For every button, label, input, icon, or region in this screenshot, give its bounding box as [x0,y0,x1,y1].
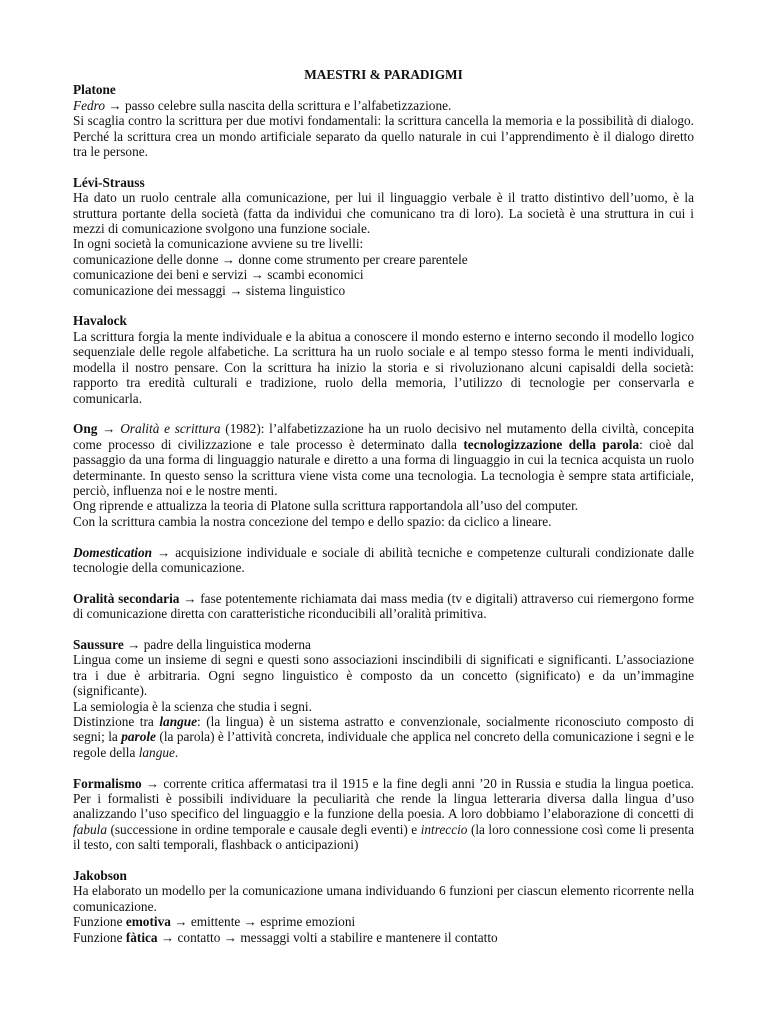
parole-term: parole [121,729,156,745]
fabula-term: fabula [73,821,107,837]
function-prefix: Funzione [73,929,123,945]
function-element: contatto [177,929,221,945]
page-title: MAESTRI & PARADIGMI [304,67,463,82]
saussure-paragraph: Lingua come un insieme di segni e questi sono associazioni inscindibili di significati e significanti. L’associazione tra i due è arbitraria. Ogni segno linguistico è composto da un concetto (significato) e da un’immagine (significante). [73,652,694,699]
platone-fedro-line [73,98,694,113]
ong-line-3: Con la scrittura cambia la nostra concezione del tempo e dello spazio: da ciclico a lineare. [73,513,552,529]
jakobson-paragraph: Ha elaborato un modello per la comunicazione umana individuando 6 funzioni per ciascun elemento ricorrente nella comunicazione. [73,883,694,914]
arrow-glyph: → [160,929,175,945]
ong-line-2: Ong riprende e attualizza la teoria di Platone sulla scrittura rapportandola all’uso del computer. [73,498,579,514]
langue-term: langue [159,713,198,729]
intreccio-term: intreccio [420,821,468,837]
heading-havalock: Havalock [73,313,127,329]
function-item [73,914,694,929]
arrow-glyph: → [229,282,243,298]
levi-strauss-paragraph: Ha dato un ruolo centrale alla comunicazione, per lui il linguaggio verbale è il tratto distintivo dell’uomo, è la struttura portante della società (fatta da individui che comunicano tra di loro). La società è una struttura in cui i mezzi di comunicazione svolgono una funzione sociale. [73,190,694,237]
arrow-glyph: → [102,421,116,437]
arrow-glyph: → [221,251,236,267]
level-item [73,252,694,267]
distinction-text-1: Distinzione tra [73,713,154,729]
arrow-glyph: → [243,914,257,930]
section-ong [73,421,694,529]
fedro-text: passo celebre sulla nascita della scrittura e l’alfabetizzazione. [124,97,452,113]
domestication-paragraph [73,545,694,576]
saussure-distinction [73,714,694,760]
formalismo-paragraph [73,776,694,853]
ong-paragraph [73,421,694,498]
level-item [73,267,694,282]
platone-paragraph: Si scaglia contro la scrittura per due motivi fondamentali: la scrittura cancella la memoria e la possibilità di dialogo. Perché la scrittura crea un mondo artificiale separato da quello naturale in cui l’apprendimento è il dialogo diretto tra le persone. [73,113,694,160]
distinction-text-3: (la parola) è l’attività concreta, individuale che applica nel concreto della comunicazione i segni e le regole della [73,729,695,760]
formalismo-term: Formalismo [73,775,142,791]
arrow-glyph: → [127,636,141,652]
langue-term-2: langue [138,744,175,760]
function-description: esprime emozioni [260,914,356,930]
fedro-title: Fedro [73,97,106,113]
arrow-glyph: → [145,775,160,791]
heading-jakobson: Jakobson [73,868,127,883]
arrow-glyph: → [223,929,237,945]
section-platone [73,82,694,159]
oralita-text: fase potentemente richiamata dai mass media (tv e digitali) attraverso cui riemergono forme di comunicazione diretta con caratteristiche riconducibili all’oralità primitiva. [73,590,694,622]
formalismo-text-3: (la loro connessione così come li presenta il testo, con salti temporali, flashback o anticipazioni) [73,821,695,853]
section-levi-strauss [73,175,694,298]
section-jakobson [73,868,694,945]
section-oralita-secondaria [73,591,694,622]
domestication-term: Domestication [73,544,153,560]
saussure-semiologia: La semiologia è la scienza che studia i segni. [73,698,312,714]
saussure-subtitle: padre della linguistica moderna [143,636,311,652]
levi-strauss-intro: In ogni società la comunicazione avviene su tre livelli: [73,236,364,252]
havalock-paragraph: La scrittura forgia la mente individuale e la abitua a conoscere il mondo esterno e interno secondo il modello logico sequenziale delle regole alfabetiche. La scrittura ha un ruolo sociale e al tempo stesso forma le menti individuali, modella il nostro pensare. Con la scrittura ha inizio la storia e si rivoluzionano alcuni capisaldi della società: rapporto tra eredità culturali e tradizione, ruolo della memoria, l’utilizzo di tecnologie per conservarla e comunicarla. [73,328,694,406]
level-left: comunicazione dei messaggi [73,282,226,298]
function-item [73,930,694,945]
level-left: comunicazione delle donne [73,251,219,267]
section-formalismo [73,776,694,853]
ong-text-a: (1982): l’alfabetizzazione ha un ruolo decisivo nel mutamento della civiltà, concepita come processo di civilizzazione e tale processo è determinato dalla [73,421,694,452]
ong-text-b: : cioè dal passaggio da una forma di linguaggio naturale e diretto a una forma di linguaggio in cui la tecnica acquista un ruolo determinante. In questo senso la scrittura viene vista come una tecnologia. La tecnologia è sempre stata artificiale, perciò, influenza noi e le nostre menti. [73,436,695,498]
level-right: scambi economici [267,267,364,283]
section-saussure [73,637,694,760]
level-left: comunicazione dei beni e servizi [73,267,248,283]
distinction-text-2: : (la lingua) è un sistema astratto e convenzionale, socialmente riconosciuto composto di segni; la [73,713,695,745]
arrow-glyph: → [250,267,264,283]
level-right: sistema linguistico [245,282,346,298]
function-element: emittente [190,914,241,930]
arrow-glyph: → [157,544,171,560]
function-prefix: Funzione [73,914,123,930]
heading-levi-strauss: Lévi-Strauss [73,174,145,190]
ong-book-title: Oralità e scrittura [120,421,221,437]
document-page [73,67,694,945]
arrow-glyph: → [174,914,188,930]
formalismo-text-2: (successione in ordine temporale e causale degli eventi) e [110,821,418,837]
ong-bold-term: tecnologizzazione della parola [463,436,640,452]
formalismo-text-1: corrente critica affermatasi tra il 1915 e la fine degli anni ’20 in Russia e studia la lingua poetica. Per i formalisti è possibili individuare la peculiarità che rende la lingua letteraria diversa dalla lingua d’uso analizzando l’uso specifico del linguaggio e la funzione della poesia. A loro dobbiamo l’elaborazione di concetti di [73,775,695,822]
function-description: messaggi volti a stabilire e mantenere il contatto [240,929,498,945]
section-havalock [73,313,694,405]
heading-platone: Platone [73,82,116,98]
domestication-text: acquisizione individuale e sociale di abilità tecniche e competenze culturali condizionate dalle tecnologie della comunicazione. [73,544,695,575]
saussure-name: Saussure [73,636,124,652]
level-right: donne come strumento per creare parentele [238,251,468,267]
ong-name: Ong [73,421,98,437]
level-item [73,283,694,298]
distinction-text-4: . [174,744,179,760]
arrow-glyph: → [183,590,197,606]
section-domestication [73,545,694,576]
arrow-glyph: → [108,97,122,113]
function-name: fàtica [125,929,158,945]
function-name: emotiva [125,914,171,930]
saussure-heading-line [73,637,694,652]
oralita-paragraph [73,591,694,622]
oralita-term: Oralità secondaria [73,590,180,606]
